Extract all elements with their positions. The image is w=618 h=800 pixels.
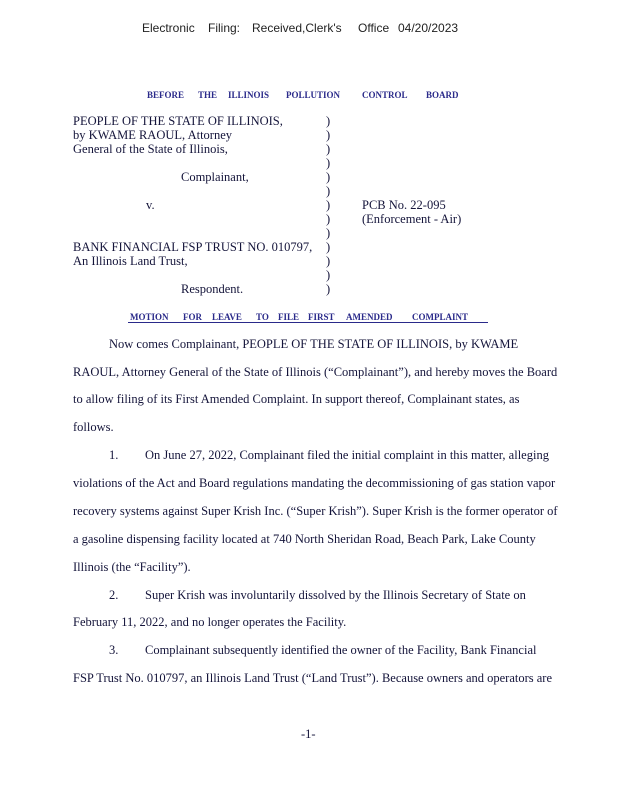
plaintiff-line: General of the State of Illinois, <box>73 142 228 156</box>
filing-received: Received,Clerk's <box>252 21 342 35</box>
motion-title-word: FIRST <box>308 312 335 322</box>
caption-paren: ) <box>326 128 331 142</box>
body-line: follows. <box>73 420 114 434</box>
versus: v. <box>146 198 155 212</box>
caption-paren: ) <box>326 282 331 296</box>
caption-paren: ) <box>326 240 331 254</box>
body-line: recovery systems against Super Krish Inc. (“Super Krish”). Super Krish is the former operator of <box>73 504 558 518</box>
body-line: February 11, 2022, and no longer operates the Facility. <box>73 615 347 629</box>
body-line: Illinois (the “Facility”). <box>73 560 191 574</box>
filing-label: Filing: <box>208 21 241 35</box>
board-heading-word: POLLUTION <box>286 90 341 100</box>
body-line: a gasoline dispensing facility located at 740 North Sheridan Road, Beach Park, Lake County <box>73 532 536 546</box>
body-line: FSP Trust No. 010797, an Illinois Land Trust (“Land Trust”). Because owners and operators are <box>73 671 553 685</box>
motion-title-underline <box>128 322 488 323</box>
body-line: On June 27, 2022, Complainant filed the initial complaint in this matter, alleging <box>145 448 549 462</box>
filing-office: Office <box>358 21 390 35</box>
caption-paren: ) <box>326 226 331 240</box>
caption-paren: ) <box>326 170 331 184</box>
body-line: Super Krish was involuntarily dissolved by the Illinois Secretary of State on <box>145 588 526 602</box>
caption-paren: ) <box>326 268 331 282</box>
caption-paren: ) <box>326 142 331 156</box>
caption-paren: ) <box>326 198 331 212</box>
body-line: RAOUL, Attorney General of the State of Illinois (“Complainant”), and hereby moves the Board <box>73 365 558 379</box>
motion-title-word: LEAVE <box>212 312 242 322</box>
body-line: Complainant subsequently identified the owner of the Facility, Bank Financial <box>145 643 537 657</box>
motion-title-word: TO <box>256 312 269 322</box>
body-line: Now comes Complainant, PEOPLE OF THE STATE OF ILLINOIS, by KWAME <box>109 337 519 351</box>
caption-paren: ) <box>326 156 331 170</box>
motion-title-word: AMENDED <box>346 312 393 322</box>
complainant-label: Complainant, <box>181 170 249 184</box>
board-heading-word: BEFORE <box>147 90 185 100</box>
motion-title-word: MOTION <box>130 312 169 322</box>
body-line: to allow filing of its First Amended Complaint. In support thereof, Complainant states, as <box>73 392 520 406</box>
board-heading-word: CONTROL <box>362 90 408 100</box>
paragraph-number: 2. <box>109 588 119 602</box>
board-heading-word: BOARD <box>426 90 459 100</box>
case-number: PCB No. 22-095 <box>362 198 446 212</box>
caption-paren: ) <box>326 114 331 128</box>
motion-title-word: FOR <box>183 312 202 322</box>
caption-paren: ) <box>326 184 331 198</box>
plaintiff-line: by KWAME RAOUL, Attorney <box>73 128 233 142</box>
filing-date: 04/20/2023 <box>398 21 459 35</box>
case-type: (Enforcement - Air) <box>362 212 462 226</box>
paragraph-number: 3. <box>109 643 119 657</box>
defendant-line: BANK FINANCIAL FSP TRUST NO. 010797, <box>73 240 313 254</box>
page-number: -1- <box>301 727 316 741</box>
respondent-label: Respondent. <box>181 282 244 296</box>
caption-paren: ) <box>326 254 331 268</box>
board-heading-word: THE <box>198 90 218 100</box>
board-heading-word: ILLINOIS <box>228 90 270 100</box>
paragraph-number: 1. <box>109 448 119 462</box>
motion-title-word: COMPLAINT <box>412 312 468 322</box>
body-line: violations of the Act and Board regulations mandating the decommissioning of gas station vapor <box>73 476 556 490</box>
filing-electronic: Electronic <box>142 21 195 35</box>
caption-paren: ) <box>326 212 331 226</box>
motion-title-word: FILE <box>278 312 300 322</box>
plaintiff-line: PEOPLE OF THE STATE OF ILLINOIS, <box>73 114 283 128</box>
defendant-line: An Illinois Land Trust, <box>73 254 188 268</box>
